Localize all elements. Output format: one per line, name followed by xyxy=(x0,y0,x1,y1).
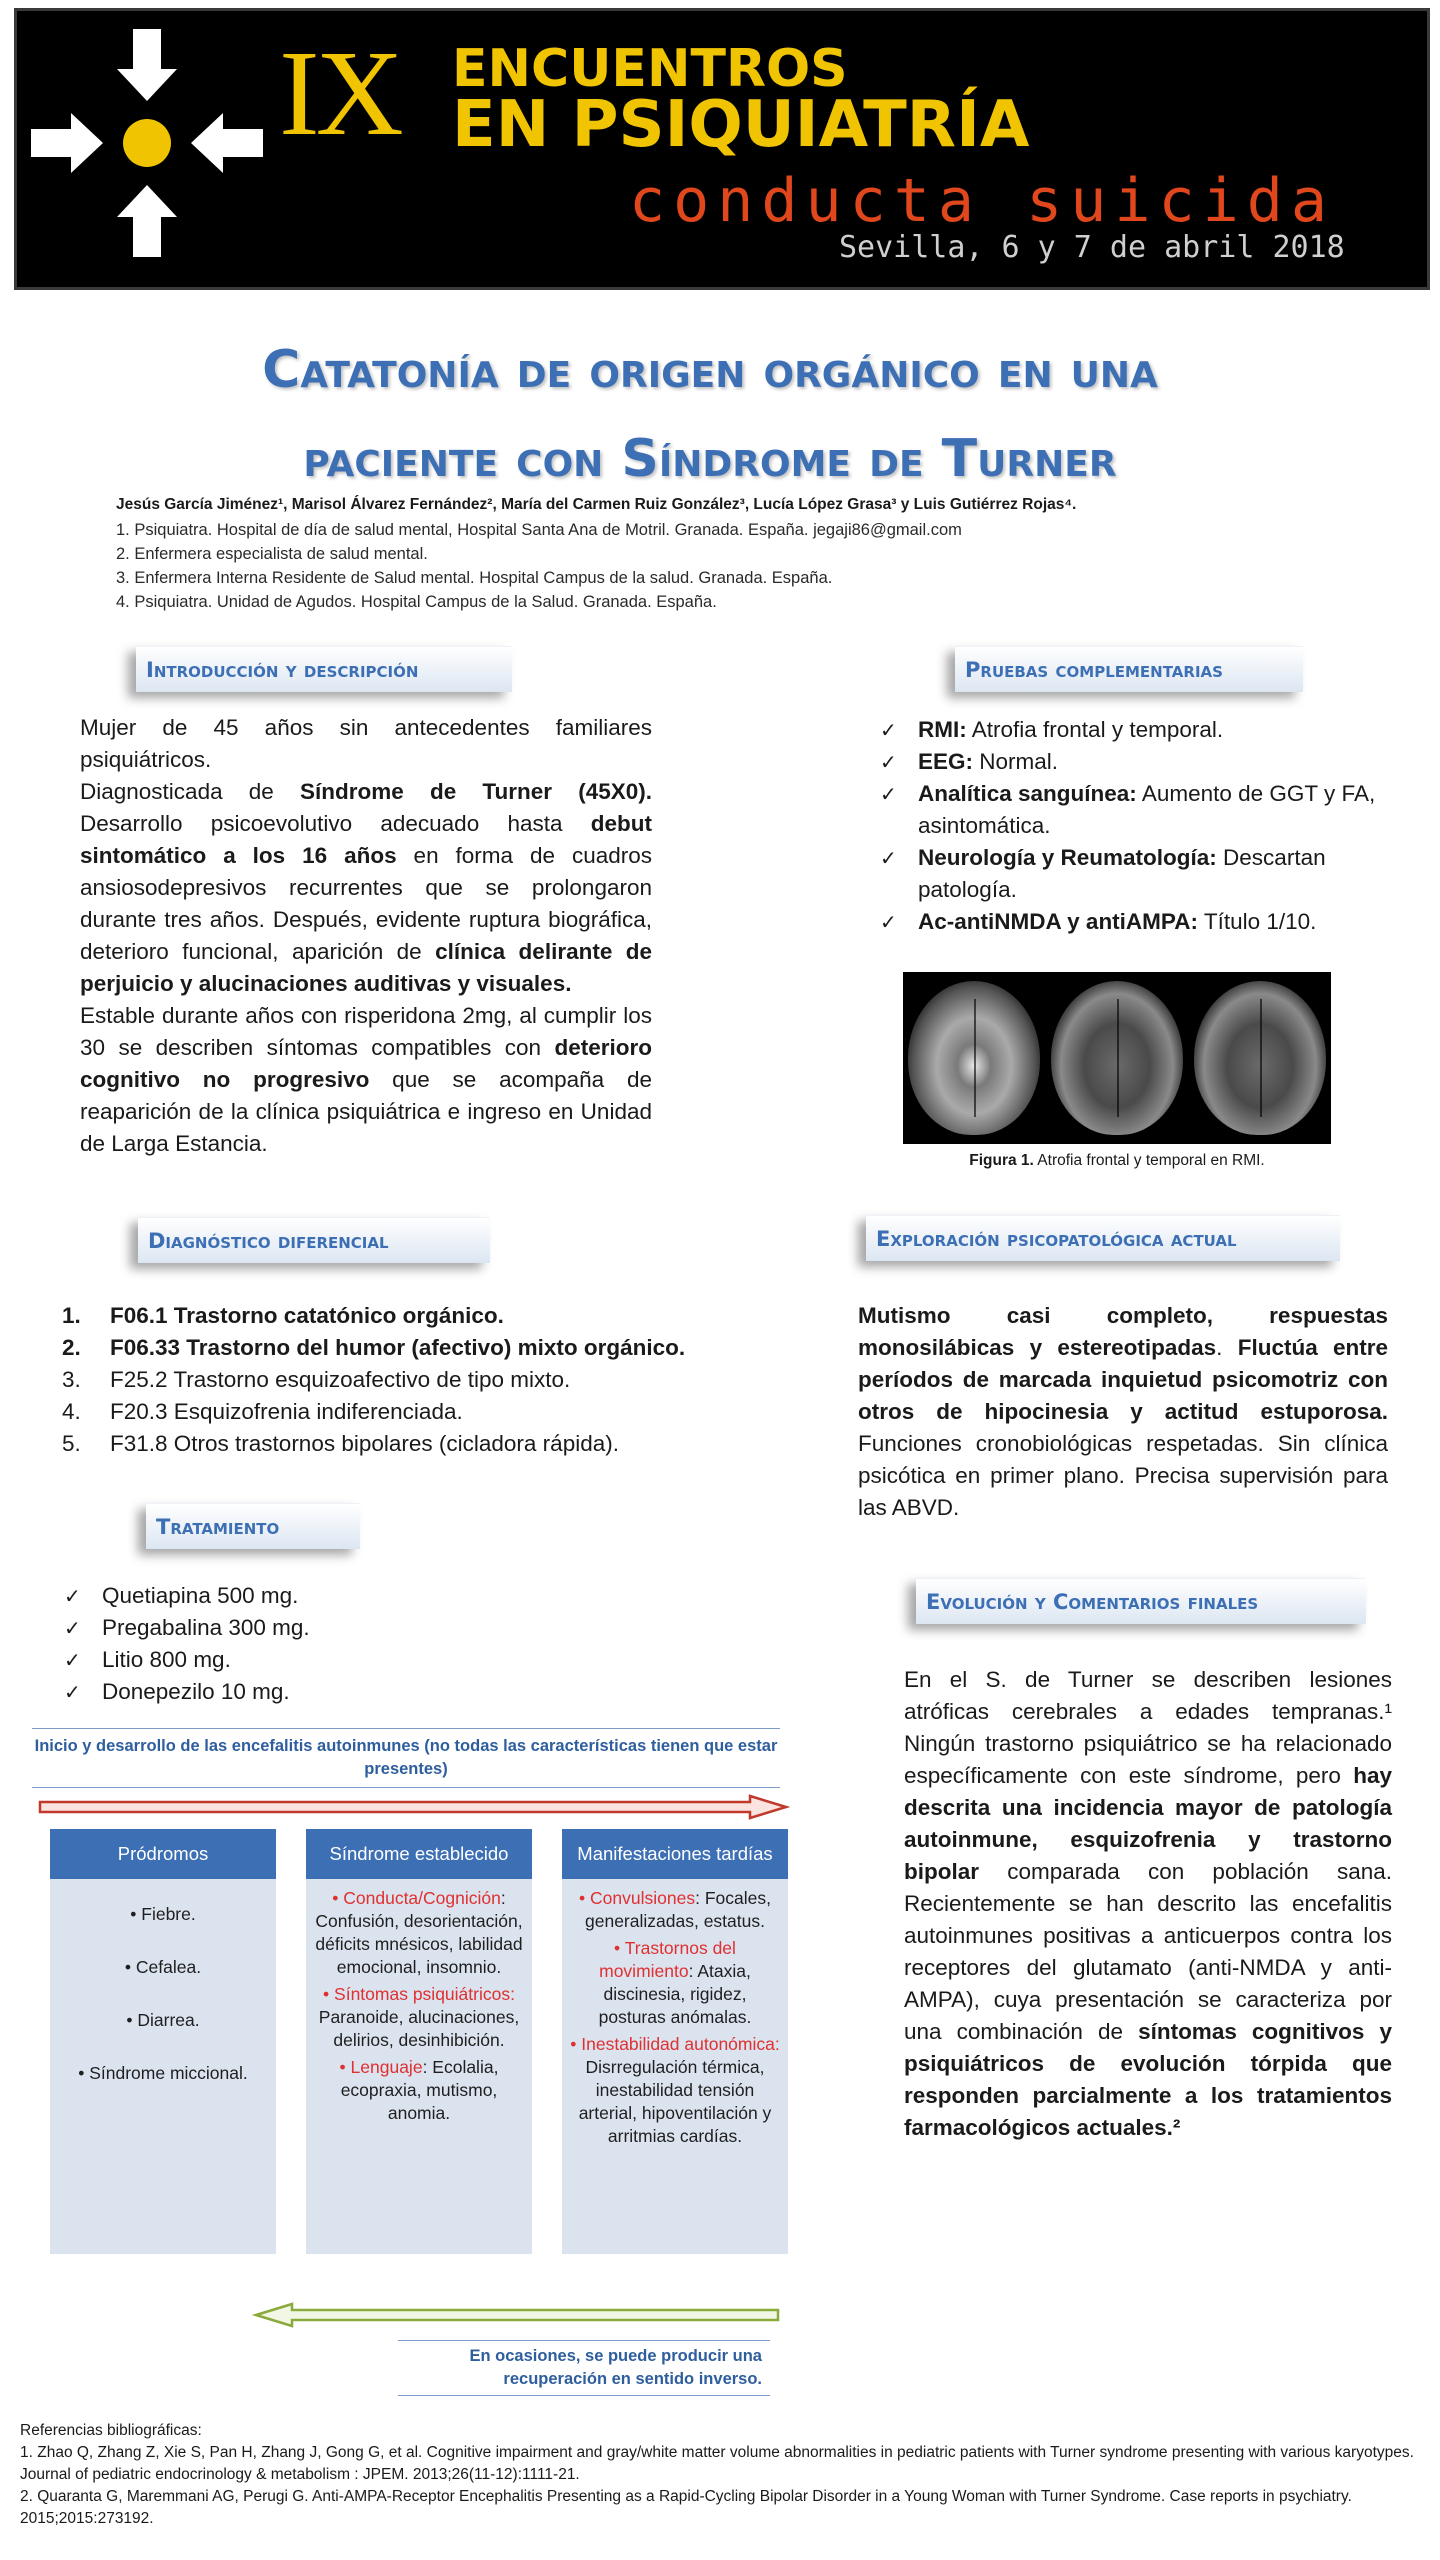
list-item: ✓ Ac-antiNMDA y antiAMPA: Título 1/10. xyxy=(880,906,1420,938)
intro-heading: Introducción y descripción xyxy=(136,646,512,692)
tests-heading: Pruebas complementarias xyxy=(955,646,1303,692)
affiliation-1: 1. Psiquiatra. Hospital de día de salud mental, Hospital Santa Ana de Motril. Granada. España. jegaji86@gmail.com xyxy=(116,521,962,539)
list-item: ✓ Litio 800 mg. xyxy=(64,1644,484,1676)
poster-title xyxy=(90,322,1330,500)
check-icon: ✓ xyxy=(64,1680,81,1704)
column-body: • Conducta/Cognición: Confusión, desorientación, déficits mnésicos, labilidad emocional, insomnio. • Síntomas psiquiátricos: Paranoide, alucinaciones, delirios, desinhibición. • Lenguaje: Ecolalia, ecopraxia, mutismo, anomia. xyxy=(315,1888,523,2123)
list-item: 3. F25.2 Trastorno esquizoafectivo de tipo mixto. xyxy=(62,1367,571,1392)
evolution-text: En el S. de Turner se describen lesiones atróficas cerebrales a edades tempranas.¹ Ningún trastorno psiquiátrico se ha relacionado específicamente con este síndrome, pero hay descrita una incidencia mayor de patología autoinmune, esquizofrenia y trastorno bipolar comparada con población sana. Recientemente se han descrito las encefalitis autoinmunes positivas a anticuerpos contra los receptores del glutamato (anti-NMDA y anti-AMPA), cuya presentación se caracteriza por una combinación de síntomas cognitivos y psiquiátricos de evolución tórpida que responden parcialmente a los tratamientos farmacológicos actuales.² xyxy=(904,1667,1392,2140)
check-icon: ✓ xyxy=(880,782,897,806)
differential-heading: Diagnóstico diferencial xyxy=(138,1217,490,1263)
diagram-title: Inicio y desarrollo de las encefalitis autoinmunes (no todas las características tienen que estar presentes) xyxy=(32,1728,780,1788)
progression-arrow xyxy=(38,1794,790,1820)
check-icon: ✓ xyxy=(64,1616,81,1640)
affiliation-2: 2. Enfermera especialista de salud mental. xyxy=(116,545,428,563)
intro-paragraph-1: Mujer de 45 años sin antecedentes familiares psiquiátricos. xyxy=(80,715,652,772)
column-head: Manifestaciones tardías xyxy=(562,1829,788,1879)
mri-figure xyxy=(903,972,1331,1144)
banner-line-1: ENCUENTROS xyxy=(452,39,848,99)
list-item: ✓ Quetiapina 500 mg. xyxy=(64,1580,484,1612)
figure-caption: Figura 1. Atrofia frontal y temporal en RMI. xyxy=(969,1152,1265,1169)
exploration-heading: Exploración psicopatológica actual xyxy=(866,1215,1340,1261)
edition-numeral: IX xyxy=(279,26,400,161)
mri-slice-t2 xyxy=(908,981,1040,1135)
mri-slice-t1-b xyxy=(1194,981,1326,1135)
list-item: ✓ Donepezilo 10 mg. xyxy=(64,1676,484,1708)
event-banner xyxy=(14,8,1430,290)
column-established xyxy=(306,1829,532,2254)
list-item: 2. F06.33 Trastorno del humor (afectivo) mixto orgánico. xyxy=(62,1335,686,1360)
column-body: • Convulsiones: Focales, generalizadas, estatus. • Trastornos del movimiento: Ataxia, discinesia, rigidez, posturas anómalas. • Inestabilidad autonómica: Disrregulación térmica, inestabilidad tensión arterial, hipoventilación y arritmias cardías. xyxy=(570,1888,780,2146)
column-head: Síndrome establecido xyxy=(306,1829,532,1879)
mri-slice-t1-a xyxy=(1051,981,1183,1135)
check-icon: ✓ xyxy=(880,718,897,742)
reference-item: 2. Quaranta G, Maremmani AG, Perugi G. Anti-AMPA-Receptor Encephalitis Presenting as a Rapid-Cycling Bipolar Disorder in a Young Woman with Turner Syndrome. Case reports in psychiatry. 2015;2015:273192. xyxy=(20,2488,1352,2527)
diagram-note: En ocasiones, se puede producir una recuperación en sentido inverso. xyxy=(398,2340,770,2396)
affiliation-3: 3. Enfermera Interna Residente de Salud mental. Hospital Campus de la salud. Granada. España. xyxy=(116,569,833,587)
list-item: ✓ Neurología y Reumatología: Descartan patología. xyxy=(880,842,1420,906)
list-item: ✓ Pregabalina 300 mg. xyxy=(64,1612,484,1644)
list-item: ✓ EEG: Normal. xyxy=(880,746,1420,778)
intro-paragraph-2: Diagnosticada de Síndrome de Turner (45X0). Desarrollo psicoevolutivo adecuado hasta debut sintomático a los 16 años en forma de cuadros ansiosodepresivos recurrentes que se prolongaron durante tres años. Después, evidente ruptura biográfica, deterioro funcional, aparición de clínica delirante de perjuicio y alucinaciones auditivas y visuales. xyxy=(80,779,653,996)
treatment-list xyxy=(64,1580,484,1708)
list-item: 5. F31.8 Otros trastornos bipolares (cicladora rápida). xyxy=(62,1431,619,1456)
check-icon: ✓ xyxy=(880,846,897,870)
check-icon: ✓ xyxy=(880,910,897,934)
list-item: 1. F06.1 Trastorno catatónico orgánico. xyxy=(62,1303,504,1328)
list-item: 4. F20.3 Esquizofrenia indiferenciada. xyxy=(62,1399,463,1424)
authors: Jesús García Jiménez¹, Marisol Álvarez Fernández², María del Carmen Ruiz González³, Lucía López Grasa³ y Luis Gutiérrez Rojas⁴. xyxy=(116,496,1077,513)
affiliation-4: 4. Psiquiatra. Unidad de Agudos. Hospital Campus de la Salud. Granada. España. xyxy=(116,593,717,611)
event-logo xyxy=(21,17,273,269)
title-line-2: paciente con Síndrome de Turner xyxy=(303,429,1117,489)
tests-list xyxy=(880,714,1420,938)
banner-theme: conducta suicida xyxy=(629,166,1335,236)
references-heading: Referencias bibliográficas: xyxy=(20,2422,202,2439)
intro-paragraph-3: Estable durante años con risperidona 2mg, al cumplir los 30 se describen síntomas compatibles con deterioro cognitivo no progresivo que se acompaña de reaparición de la clínica psiquiátrica e ingreso en Unidad de Larga Estancia. xyxy=(80,1003,652,1156)
reference-item: 1. Zhao Q, Zhang Z, Xie S, Pan H, Zhang J, Gong G, et al. Cognitive impairment and gray/white matter volume abnormalities in pediatric patients with Turner syndrome presenting with various karyotypes. Journal of pediatric endocrinology & metabolism : JPEM. 2013;26(11-12):1111-21. xyxy=(20,2444,1414,2483)
check-icon: ✓ xyxy=(64,1584,81,1608)
list-item: ✓ RMI: Atrofia frontal y temporal. xyxy=(880,714,1420,746)
evolution-heading: Evolución y Comentarios finales xyxy=(916,1578,1366,1624)
column-prodromes xyxy=(50,1829,276,2254)
banner-dates: Sevilla, 6 y 7 de abril 2018 xyxy=(839,230,1345,265)
references xyxy=(20,2420,1420,2530)
check-icon: ✓ xyxy=(880,750,897,774)
title-line-1: Catatonía de origen orgánico en una xyxy=(262,340,1158,400)
banner-line-2: EN PSIQUIATRÍA xyxy=(452,88,1030,162)
exploration-text: Mutismo casi completo, respuestas monosilábicas y estereotipadas. Fluctúa entre períodos de marcada inquietud psicomotriz con otros de hipocinesia y actitud estuporosa. Funciones cronobiológicas respetadas. Sin clínica psicótica en primer plano. Precisa supervisión para las ABVD. xyxy=(858,1303,1388,1520)
column-late xyxy=(562,1829,788,2254)
differential-list xyxy=(62,1300,704,1460)
column-head: Pródromos xyxy=(50,1829,276,1879)
recovery-arrow xyxy=(252,2302,782,2328)
treatment-heading: Tratamiento xyxy=(146,1503,360,1549)
column-body: • Fiebre. • Cefalea. • Diarrea. • Síndrome miccional. xyxy=(78,1904,248,2083)
intro-text xyxy=(80,712,652,1160)
check-icon: ✓ xyxy=(64,1648,81,1672)
list-item: ✓ Analítica sanguínea: Aumento de GGT y FA, asintomática. xyxy=(880,778,1420,842)
